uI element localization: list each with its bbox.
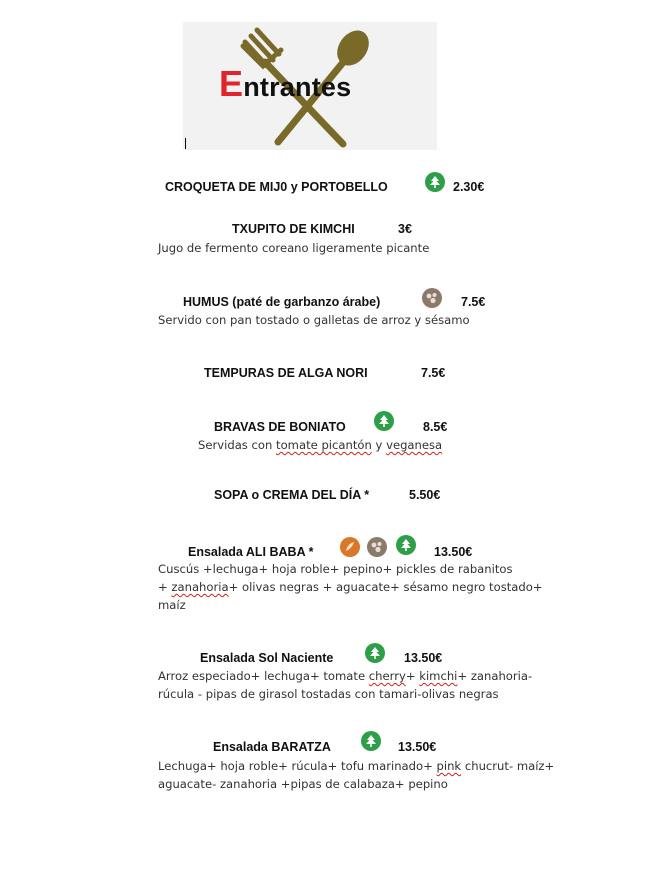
desc-baratza-part: chucrut- maíz+ <box>461 759 555 773</box>
dish-title-sopa: SOPA o CREMA DEL DÍA * <box>214 488 370 502</box>
desc-alibaba-line2 <box>158 578 543 596</box>
desc-sol-line2: rúcula - pipas de girasol tostadas con tamari-olivas negras <box>158 687 499 701</box>
desc-alibaba-part: + <box>158 580 172 594</box>
dish-title-sol-naciente: Ensalada Sol Naciente <box>200 651 334 665</box>
vegan-green-icon <box>396 535 416 555</box>
price-tempuras: 7.5€ <box>421 366 446 380</box>
price-croqueta: 2.30€ <box>453 180 485 194</box>
desc-bravas <box>198 436 442 454</box>
desc-sol-part: Arroz especiado+ lechuga+ tomate <box>158 669 369 683</box>
dish-title-humus: HUMUS (paté de garbanzo árabe) <box>183 295 381 309</box>
gluten-grey-icon <box>422 288 442 308</box>
price-baratza: 13.50€ <box>398 740 437 754</box>
page-title <box>219 63 352 104</box>
price-bravas: 8.5€ <box>423 420 448 434</box>
desc-txupito: Jugo de fermento coreano ligeramente picante <box>158 241 430 255</box>
price-sopa: 5.50€ <box>409 488 441 502</box>
desc-alibaba-line1: Cuscús +lechuga+ hoja roble+ pepino+ pickles de rabanitos <box>158 562 513 576</box>
nut-orange-icon <box>340 537 360 557</box>
dish-title-txupito: TXUPITO DE KIMCHI <box>232 222 355 236</box>
dish-title-tempuras: TEMPURAS DE ALGA NORI <box>204 366 368 380</box>
page-title-initial: E <box>219 63 244 104</box>
dish-title-croqueta: CROQUETA DE MIJ0 y PORTOBELLO <box>165 180 388 194</box>
desc-alibaba-spell: zanahoria <box>171 580 229 594</box>
desc-baratza-spell: pink <box>436 759 462 773</box>
price-sol-naciente: 13.50€ <box>404 651 443 665</box>
desc-bravas-part: Servidas con <box>198 438 277 452</box>
gluten-grey-icon <box>367 537 387 557</box>
dish-title-bravas: BRAVAS DE BONIATO <box>214 420 346 434</box>
desc-humus: Servido con pan tostado o galletas de arroz y sésamo <box>158 313 470 327</box>
desc-alibaba-line3: maíz <box>158 598 186 612</box>
vegan-green-icon <box>365 643 385 663</box>
vegan-green-icon <box>361 731 381 751</box>
desc-sol-part: + zanahoria- <box>457 669 533 683</box>
desc-baratza-part: Lechuga+ hoja roble+ rúcula+ tofu marinado+ <box>158 759 437 773</box>
desc-bravas-spell: tomate picantón <box>276 438 372 452</box>
desc-sol-part: + <box>405 669 420 683</box>
vegan-green-icon <box>425 172 445 192</box>
vegan-green-icon <box>374 411 394 431</box>
desc-baratza-line1 <box>158 757 554 775</box>
dish-title-alibaba: Ensalada ALI BABA * <box>188 545 314 559</box>
price-txupito: 3€ <box>398 222 412 236</box>
desc-sol-spell: cherry <box>368 669 406 683</box>
text-cursor <box>185 138 186 149</box>
page-title-rest: ntrantes <box>243 72 352 102</box>
desc-bravas-spell: veganesa <box>386 438 443 452</box>
dish-title-baratza: Ensalada BARATZA <box>213 740 331 754</box>
desc-sol-spell: kimchi <box>419 669 458 683</box>
desc-alibaba-part: + olivas negras + aguacate+ sésamo negro tostado+ <box>228 580 543 594</box>
desc-bravas-part: y <box>371 438 387 452</box>
desc-sol-line1 <box>158 667 532 685</box>
price-alibaba: 13.50€ <box>434 545 473 559</box>
price-humus: 7.5€ <box>461 295 486 309</box>
desc-baratza-line2: aguacate- zanahoria +pipas de calabaza+ pepino <box>158 777 448 791</box>
entrantes-logo <box>183 22 437 150</box>
